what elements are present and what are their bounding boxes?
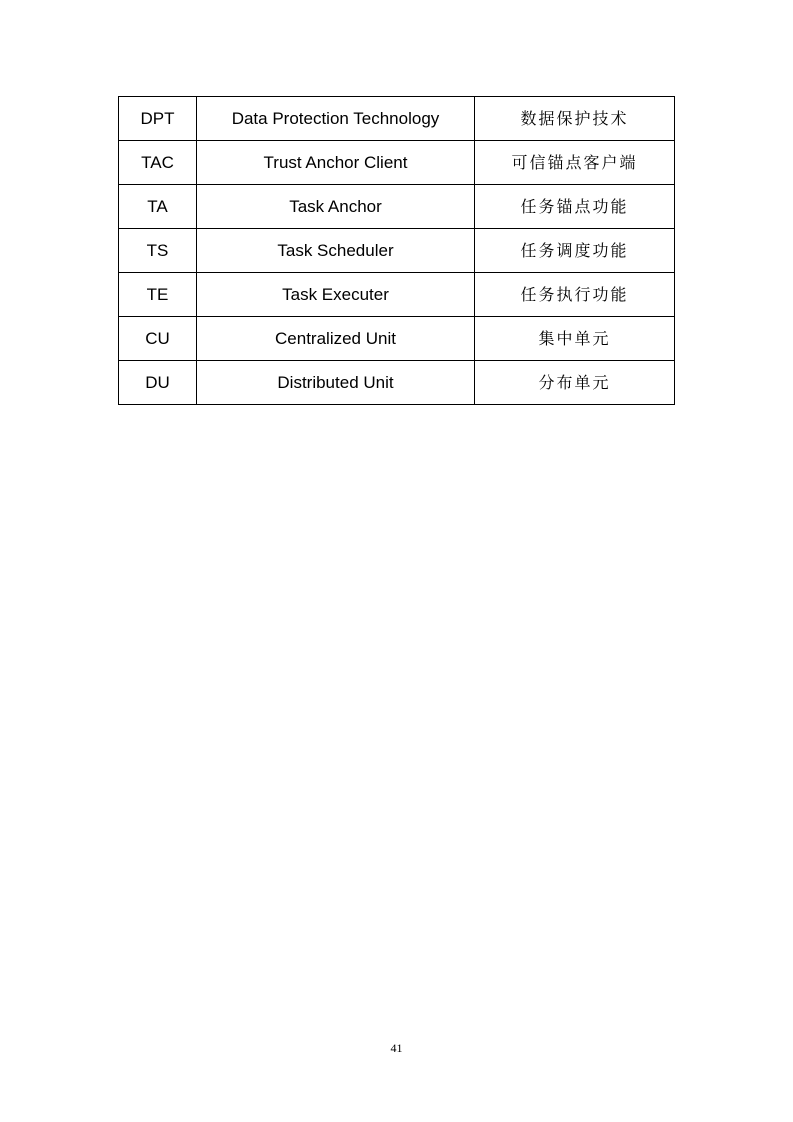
chinese-term-cell: 任务调度功能 xyxy=(475,229,675,273)
english-term-cell: Distributed Unit xyxy=(197,361,475,405)
english-term-cell: Task Anchor xyxy=(197,185,475,229)
abbreviation-cell: CU xyxy=(119,317,197,361)
chinese-term-cell: 可信锚点客户端 xyxy=(475,141,675,185)
page-number: 41 xyxy=(390,1041,403,1055)
english-term-cell: Trust Anchor Client xyxy=(197,141,475,185)
abbreviation-cell: DU xyxy=(119,361,197,405)
english-term-cell: Centralized Unit xyxy=(197,317,475,361)
table-row xyxy=(119,361,675,405)
chinese-term-cell: 分布单元 xyxy=(475,361,675,405)
abbreviation-cell: DPT xyxy=(119,97,197,141)
table-row xyxy=(119,141,675,185)
english-term-cell: Task Executer xyxy=(197,273,475,317)
table-row xyxy=(119,273,675,317)
table-row xyxy=(119,185,675,229)
english-term-cell: Task Scheduler xyxy=(197,229,475,273)
abbreviation-cell: TAC xyxy=(119,141,197,185)
chinese-term-cell: 数据保护技术 xyxy=(475,97,675,141)
chinese-term-cell: 任务执行功能 xyxy=(475,273,675,317)
abbreviation-cell: TS xyxy=(119,229,197,273)
english-term-cell: Data Protection Technology xyxy=(197,97,475,141)
abbreviation-table xyxy=(118,96,675,405)
chinese-term-cell: 集中单元 xyxy=(475,317,675,361)
table-row xyxy=(119,317,675,361)
table-row xyxy=(119,229,675,273)
table-row xyxy=(119,97,675,141)
chinese-term-cell: 任务锚点功能 xyxy=(475,185,675,229)
abbreviation-cell: TA xyxy=(119,185,197,229)
abbreviation-cell: TE xyxy=(119,273,197,317)
